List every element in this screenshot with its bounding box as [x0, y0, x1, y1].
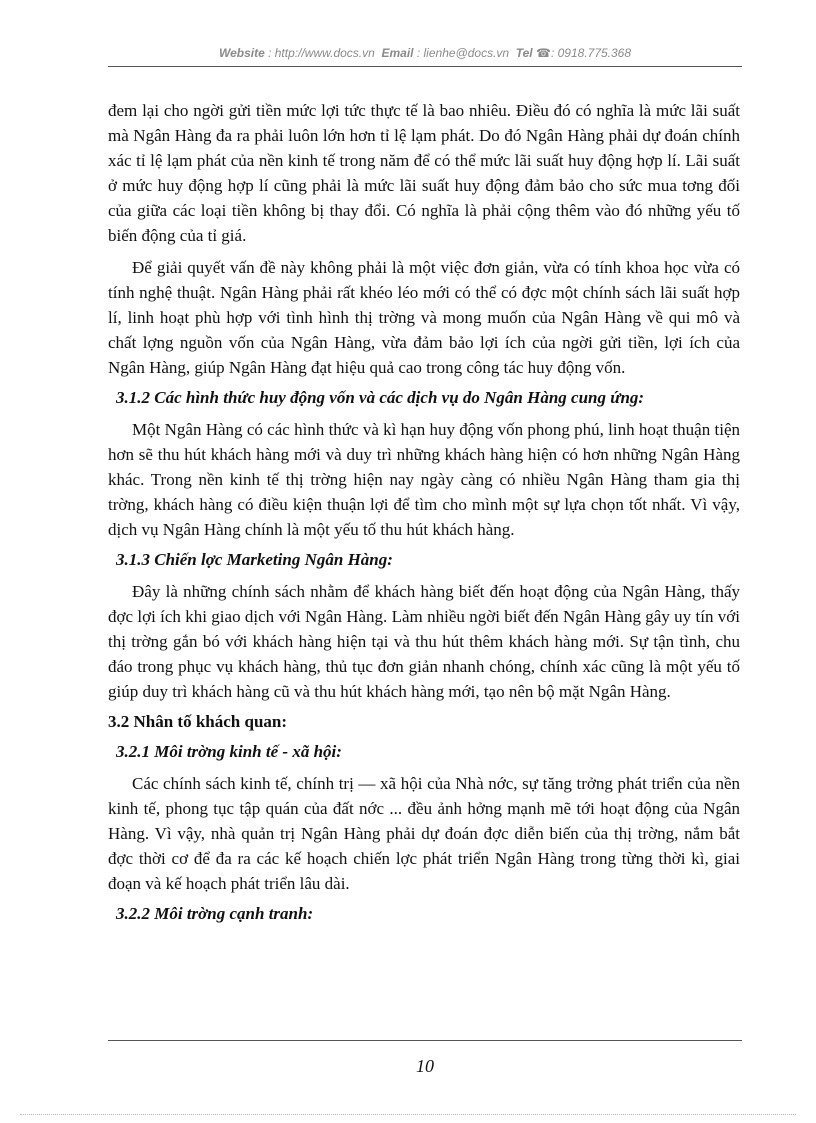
page-header — [108, 46, 742, 60]
footer-divider — [108, 1040, 742, 1041]
tel-label: Tel — [515, 46, 533, 60]
paragraph-5: Các chính sách kinh tế, chính trị — xã hội của Nhà nớc, sự tăng trởng phát triển của nền kinh tế, phong tục tập quán của đất nớc ... đều ảnh hởng mạnh mẽ tới hoạt động của Ngân Hàng. Vì vậy, nhà quản trị Ngân Hàng phải dự đoán đợc diễn biến của thị trờng, nắm bắt đợc thời cơ để đa ra các kế hoạch chiến lợc phát triển Ngân Hàng trong từng thời kì, giai đoạn và kế hoạch phát triển lâu dài. — [108, 774, 740, 893]
heading-3-2-1: 3.2.1 Môi trờng kinh tế - xã hội: — [116, 742, 342, 761]
tel-value: : 0918.775.368 — [550, 46, 632, 60]
heading-3-2-2: 3.2.2 Môi trờng cạnh tranh: — [116, 904, 314, 923]
header-divider — [108, 66, 742, 67]
website-value: : http://www.docs.vn — [268, 46, 375, 60]
email-value: : lienhe@docs.vn — [416, 46, 510, 60]
website-label: Website — [218, 46, 265, 60]
page-number: 10 — [416, 1056, 434, 1076]
heading-3-1-2: 3.1.2 Các hình thức huy động vốn và các dịch vụ do Ngân Hàng cung ứng: — [116, 388, 645, 407]
phone-icon: ☎ — [536, 46, 551, 60]
paragraph-3: Một Ngân Hàng có các hình thức và kì hạn huy động vốn phong phú, linh hoạt thuận tiện hơn sẽ thu hút khách hàng mới và duy trì những khách hàng hiện có hơn những Ngân Hàng khác. Trong nền kinh tế thị trờng hiện nay ngày càng có nhiều Ngân Hàng tham gia thị trờng, khách hàng có điều kiện thuận lợi để tìm cho mình một sự lựa chọn tốt nhất. Vì vậy, dịch vụ Ngân Hàng chính là một yếu tố thu hút khách hàng. — [108, 420, 740, 539]
page-body — [108, 98, 740, 933]
email-label: Email — [381, 46, 414, 60]
paragraph-4: Đây là những chính sách nhằm để khách hàng biết đến hoạt động của Ngân Hàng, thấy đợc lợi ích khi giao dịch với Ngân Hàng. Làm nhiều ngời biết đến Ngân Hàng gây uy tín với thị trờng gắn bó với khách hàng hiện tại và thu hút thêm khách hàng mới. Sự tận tình, chu đáo trong phục vụ khách hàng, thủ tục đơn giản nhanh chóng, chính xác cũng là một yếu tố giúp duy trì khách hàng cũ và thu hút khách hàng mới, tạo nên bộ mặt Ngân Hàng. — [108, 582, 740, 701]
page-edge — [20, 1114, 796, 1115]
paragraph-1: đem lại cho ngời gửi tiền mức lợi tức thực tế là bao nhiêu. Điều đó có nghĩa là mức lãi suất mà Ngân Hàng đa ra phải luôn lớn hơn tỉ lệ lạm phát. Do đó Ngân Hàng phải dự đoán chính xác tỉ lệ lạm phát của nền kinh tế trong năm để có thể mức lãi suất huy động hợp lí. Lãi suất ở mức huy động hợp lí cũng phải là mức lãi suất huy động đảm bảo cho sức mua tơng đối của giữa các loại tiền không bị thay đổi. Có nghĩa là phải cộng thêm vào đó những yếu tố biến động của tỉ giá. — [108, 101, 740, 245]
heading-3-1-3: 3.1.3 Chiến lợc Marketing Ngân Hàng: — [116, 550, 393, 569]
heading-3-2: 3.2 Nhân tố khách quan: — [108, 712, 288, 731]
paragraph-2: Để giải quyết vấn đề này không phải là một việc đơn giản, vừa có tính khoa học vừa có tính nghệ thuật. Ngân Hàng phải rất khéo léo mới có thể có đợc một chính sách lãi suất hợp lí, linh hoạt phù hợp với tình hình thị trờng và mong muốn của Ngân Hàng về qui mô và chất lợng nguồn vốn của Ngân Hàng, vừa đảm bảo lợi ích của ngời gửi tiền, lợi ích của Ngân Hàng, giúp Ngân Hàng đạt hiệu quả cao trong công tác huy động vốn. — [108, 258, 740, 377]
